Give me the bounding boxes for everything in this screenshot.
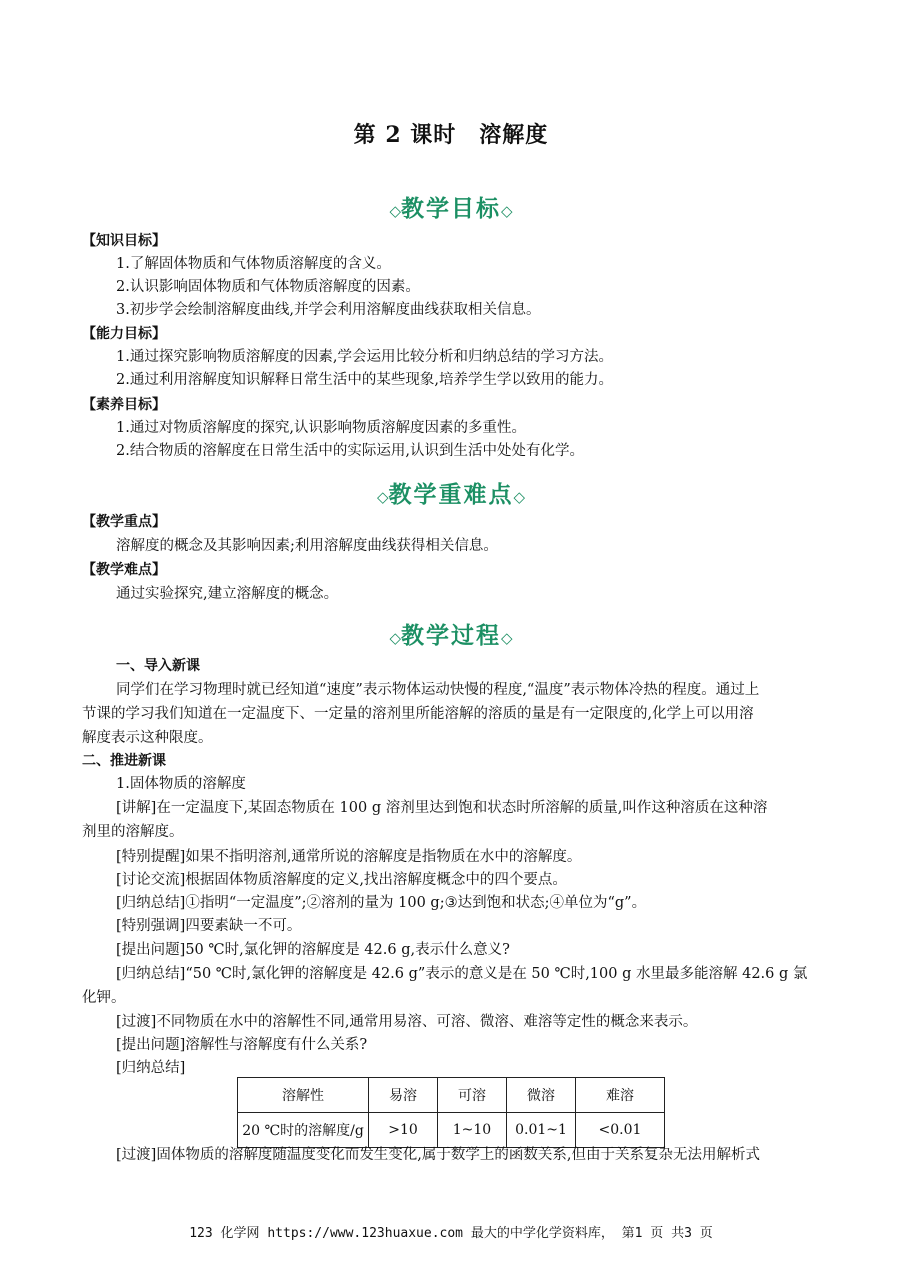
table-cell: 0.01~1	[507, 1113, 576, 1148]
page-footer: 123 化学网 https://www.123huaxue.com 最大的中学化学资料库， 第1 页 共3 页	[189, 1226, 713, 1241]
literacy-goal-item: 1.通过对物质溶解度的探究,认识影响物质溶解度因素的多重性。	[116, 420, 526, 436]
table-cell: <0.01	[576, 1113, 665, 1148]
teaching-difficulty-text: 通过实验探究,建立溶解度的概念。	[116, 586, 339, 602]
table-header-cell: 微溶	[507, 1078, 576, 1113]
solubility-table	[237, 1077, 665, 1148]
subheading: 1.固体物质的溶解度	[116, 776, 246, 792]
table-header-cell: 溶解性	[238, 1078, 369, 1113]
table-header-cell: 易溶	[369, 1078, 438, 1113]
table-cell: 20 ℃时的溶解度/g	[238, 1113, 369, 1148]
teaching-difficulty-heading: 【教学难点】	[82, 562, 166, 578]
knowledge-goal-item: 3.初步学会绘制溶解度曲线,并学会利用溶解度曲线获取相关信息。	[116, 302, 541, 318]
table-row	[238, 1113, 665, 1148]
diamond-icon: ◇	[501, 202, 513, 220]
ability-goal-item: 1.通过探究影响物质溶解度的因素,学会运用比较分析和归纳总结的学习方法。	[116, 349, 613, 365]
knowledge-goal-item: 1.了解固体物质和气体物质溶解度的含义。	[116, 256, 391, 272]
teaching-focus-heading: 【教学重点】	[82, 514, 166, 530]
paragraph-line: [讲解]在一定温度下,某固态物质在 100 g 溶剂里达到饱和状态时所溶解的质量,叫作这种溶质在这种溶	[116, 800, 768, 816]
table-header-cell: 难溶	[576, 1078, 665, 1113]
diamond-icon: ◇	[389, 202, 401, 220]
paragraph-line: [提出问题]50 ℃时,氯化钾的溶解度是 42.6 g,表示什么意义?	[116, 942, 510, 958]
paragraph-line: 节课的学习我们知道在一定温度下、一定量的溶剂里所能溶解的溶质的量是有一定限度的,化学上可以用溶	[82, 706, 754, 722]
knowledge-goals-heading: 【知识目标】	[82, 233, 166, 249]
ability-goals-heading: 【能力目标】	[82, 326, 166, 342]
literacy-goal-item: 2.结合物质的溶解度在日常生活中的实际运用,认识到生活中处处有化学。	[116, 443, 584, 459]
table-cell: >10	[369, 1113, 438, 1148]
diamond-icon: ◇	[389, 629, 401, 647]
paragraph-line: [特别强调]四要素缺一不可。	[116, 918, 302, 934]
table-row	[238, 1078, 665, 1113]
paragraph-line: [归纳总结]	[116, 1060, 186, 1076]
ability-goal-item: 2.通过利用溶解度知识解释日常生活中的某些现象,培养学生学以致用的能力。	[116, 372, 613, 388]
section-heading-goals	[0, 190, 902, 223]
knowledge-goal-item: 2.认识影响固体物质和气体物质溶解度的因素。	[116, 279, 420, 295]
paragraph-line: [特别提醒]如果不指明溶剂,通常所说的溶解度是指物质在水中的溶解度。	[116, 849, 582, 865]
paragraph-line: [过渡]不同物质在水中的溶解性不同,通常用易溶、可溶、微溶、难溶等定性的概念来表示。	[116, 1014, 698, 1030]
literacy-goals-heading: 【素养目标】	[82, 397, 166, 413]
paragraph-line: 解度表示这种限度。	[82, 730, 213, 746]
paragraph-line: [归纳总结]①指明“一定温度”;②溶剂的量为 100 g;③达到饱和状态;④单位为“g”。	[116, 895, 647, 911]
diamond-icon: ◇	[513, 488, 526, 506]
paragraph-line: [提出问题]溶解性与溶解度有什么关系?	[116, 1037, 368, 1053]
paragraph-line: [过渡]固体物质的溶解度随温度变化而发生变化,属于数学上的函数关系,但由于关系复杂无法用解析式	[116, 1147, 761, 1163]
paragraph-line: 剂里的溶解度。	[82, 824, 184, 840]
part1-heading: 一、导入新课	[116, 658, 200, 674]
teaching-focus-text: 溶解度的概念及其影响因素;利用溶解度曲线获得相关信息。	[116, 538, 498, 554]
paragraph-line: [讨论交流]根据固体物质溶解度的定义,找出溶解度概念中的四个要点。	[116, 872, 567, 888]
table-header-cell: 可溶	[438, 1078, 507, 1113]
part2-heading: 二、推进新课	[82, 753, 166, 769]
lesson-title: 第 2 课时 溶解度	[353, 122, 549, 148]
section-heading-key-points	[0, 476, 902, 509]
diamond-icon: ◇	[376, 488, 389, 506]
diamond-icon: ◇	[501, 629, 513, 647]
section-goals-label: 教学目标	[401, 195, 501, 222]
table-cell: 1~10	[438, 1113, 507, 1148]
section-key-label: 教学重难点	[388, 481, 514, 508]
paragraph-line: [归纳总结]“50 ℃时,氯化钾的溶解度是 42.6 g”表示的意义是在 50 ℃时,100 g 水里最多能溶解 42.6 g 氯	[116, 966, 808, 982]
section-heading-process	[0, 617, 902, 650]
section-process-label: 教学过程	[401, 622, 501, 649]
paragraph-line: 同学们在学习物理时就已经知道“速度”表示物体运动快慢的程度,“温度”表示物体冷热的程度。通过上	[116, 682, 760, 698]
paragraph-line: 化钾。	[82, 990, 126, 1006]
